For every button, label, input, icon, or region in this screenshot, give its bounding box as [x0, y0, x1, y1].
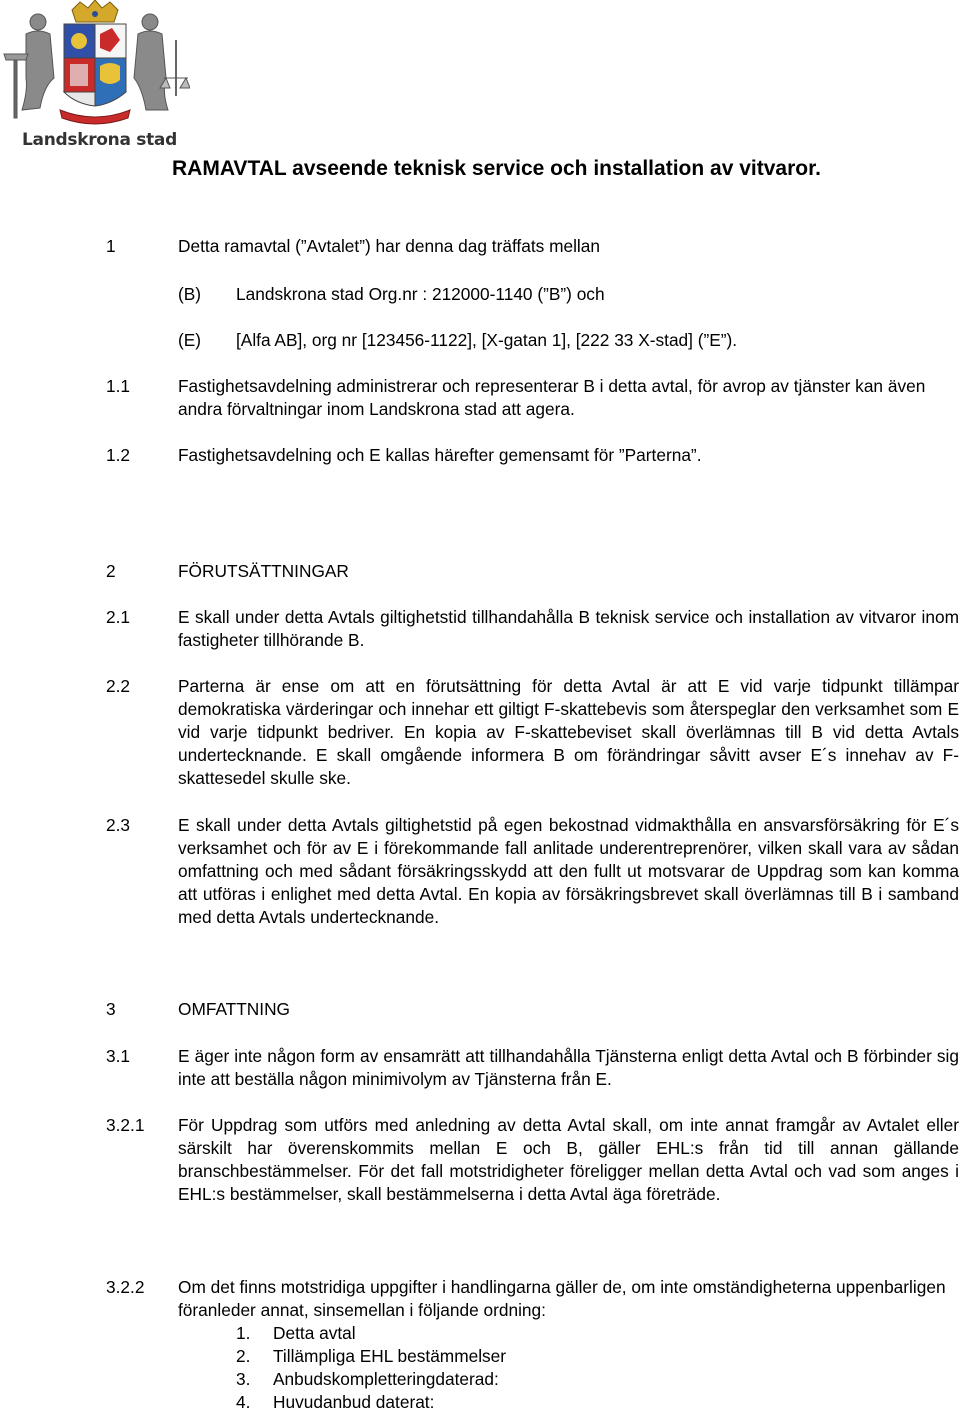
section-number: 3.2.1: [106, 1115, 145, 1135]
section-number: 3.1: [106, 1046, 131, 1066]
list-item-text: Detta avtal: [273, 1323, 356, 1343]
section-text: Parterna är ense om att en förutsättning för detta Avtal är att E vid varje tidpunkt tillämpar demokratiska värderingar och innehar ett giltigt F-skattebevis som återspeglar den verksamhet som E vid varje tidpunkt bedriver. En kopia av F-skattebeviset skall överlämnas till B vid detta Avtals undertecknande. E skall omgående informera B om förändringar såvitt avser E´s innehav av F-skattesedel skulle ske.: [178, 676, 959, 788]
section-text: E skall under detta Avtals giltighetstid tillhandahålla B teknisk service och installation av vitvaror inom fastigheter tillhörande B.: [178, 607, 959, 650]
section-heading: FÖRUTSÄTTNINGAR: [178, 561, 349, 581]
section-text: Om det finns motstridiga uppgifter i handlingarna gäller de, om inte omständigheterna uppenbarligen föranleder annat, sinsemellan i följande ordning:: [178, 1277, 946, 1320]
landskrona-logo: [0, 0, 190, 160]
section-text: Fastighetsavdelning administrerar och representerar B i detta avtal, för avrop av tjänster kan även andra förvaltningar inom Landskrona stad att agera.: [178, 376, 926, 419]
section-heading: OMFATTNING: [178, 999, 290, 1019]
section-number: 2.3: [106, 815, 131, 835]
document-title: RAMAVTAL avseende teknisk service och installation av vitvaror.: [172, 157, 821, 180]
party-text: Landskrona stad Org.nr : 212000-1140 (”B”) och: [236, 284, 605, 304]
list-item-number: 4.: [236, 1392, 251, 1412]
section-text: E skall under detta Avtals giltighetstid på egen bekostnad vidmakthålla en ansvarsförsäkring för E´s verksamhet och för av E i förekommande fall anlitade underentreprenörer, vilken skall vara av sådan omfattning och med sådant försäkringsskydd att den fullt ut motsvarar de Uppdrag som kan komma att utföras i enlighet med detta Avtal. En kopia av försäkringsbrevet skall överlämnas till B i samband med detta Avtals undertecknande.: [178, 815, 959, 927]
section-number: 2.2: [106, 676, 131, 696]
list-item-text: Anbudskompletteringdaterad:: [273, 1369, 499, 1389]
party-text: [Alfa AB], org nr [123456-1122], [X-gatan 1], [222 33 X-stad] (”E”).: [236, 330, 738, 350]
section-number: 3.2.2: [106, 1277, 145, 1297]
coat-of-arms-icon: [0, 0, 190, 132]
party-label: (E): [178, 330, 202, 350]
list-item-text: Tillämpliga EHL bestämmelser: [273, 1346, 507, 1366]
list-item-number: 3.: [236, 1369, 251, 1389]
section-text: För Uppdrag som utförs med anledning av detta Avtal skall, om inte annat framgår av Avtalet eller särskilt har överenskommits mellan E och B, gäller EHL:s från tid till annan gällande branschbestämmelser. För det fall motstridigheter föreligger mellan detta Avtal och vad som anges i EHL:s bestämmelser, skall bestämmelserna i detta Avtal äga företräde.: [178, 1115, 959, 1204]
section-number: 2.1: [106, 607, 131, 627]
section-number: 1.1: [106, 376, 131, 396]
section-number: 3: [106, 999, 116, 1019]
section-number: 1.2: [106, 445, 131, 465]
section-number: 1: [106, 236, 116, 256]
list-item-text: Huvudanbud daterat:: [273, 1392, 435, 1412]
list-item-number: 1.: [236, 1323, 251, 1343]
list-item-number: 2.: [236, 1346, 251, 1366]
section-text: E äger inte någon form av ensamrätt att tillhandahålla Tjänsterna enligt detta Avtal och B förbinder sig inte att beställa någon minimivolym av Tjänsterna från E.: [178, 1046, 959, 1089]
section-number: 2: [106, 561, 116, 581]
logo-text: Landskrona stad: [22, 130, 177, 150]
party-label: (B): [178, 284, 202, 304]
section-text: Detta ramavtal (”Avtalet”) har denna dag träffats mellan: [178, 236, 600, 256]
section-text: Fastighetsavdelning och E kallas härefter gemensamt för ”Parterna”.: [178, 445, 702, 465]
